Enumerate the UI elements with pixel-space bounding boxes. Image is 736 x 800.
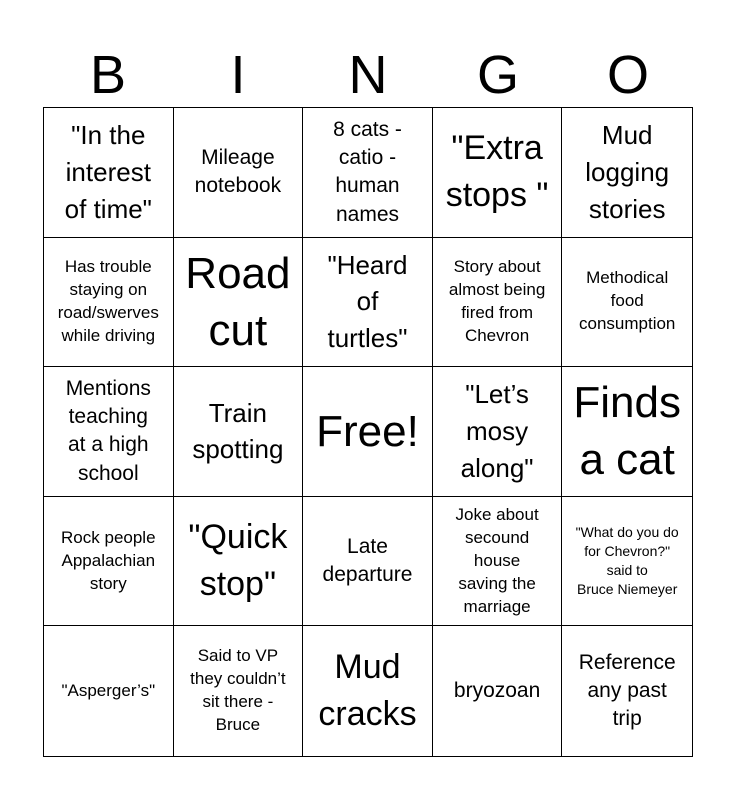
bingo-cell[interactable] [562, 626, 692, 756]
bingo-cell-text: Mud logging stories [585, 119, 670, 224]
bingo-cell-text: Mentions teaching at a high school [65, 376, 151, 485]
bingo-cell[interactable] [174, 626, 304, 756]
bingo-cell[interactable] [303, 626, 433, 756]
bingo-cell-text: "Extra stops " [445, 129, 549, 215]
bingo-cell-text: Story about almost being fired from Chevron [448, 257, 546, 345]
bingo-cell-text: Said to VP they couldn’t sit there - Bruce [190, 646, 286, 735]
bingo-cell[interactable] [174, 238, 304, 368]
bingo-cell-text: Mud cracks [318, 648, 417, 734]
bingo-cell[interactable] [562, 108, 692, 238]
bingo-cell-text: "Let’s mosy along" [460, 379, 534, 483]
bingo-cell-text: "Heard of turtles" [327, 249, 408, 354]
bingo-cell-text: Finds a cat [573, 378, 681, 485]
bingo-cell-text: Reference any past trip [578, 650, 676, 731]
bingo-header [43, 42, 693, 108]
header-letter-o: O [606, 45, 649, 105]
bingo-cell-text: Free! [316, 406, 419, 456]
bingo-cell-text: Has trouble staying on road/swerves while driving [57, 257, 159, 345]
header-letter-n: N [348, 45, 388, 105]
bingo-grid [43, 107, 693, 757]
bingo-cell[interactable] [174, 497, 304, 627]
bingo-cell[interactable] [44, 108, 174, 238]
bingo-cell[interactable] [174, 108, 304, 238]
bingo-cell[interactable] [433, 497, 563, 627]
bingo-cell[interactable] [433, 238, 563, 368]
bingo-cell-text: bryozoan [453, 679, 541, 703]
bingo-cell-text: "Quick stop" [188, 518, 288, 604]
bingo-cell[interactable] [303, 497, 433, 627]
bingo-cell-text: Late departure [322, 534, 413, 587]
bingo-cell-text: Train spotting [192, 397, 284, 465]
bingo-cell[interactable] [562, 238, 692, 368]
header-letter-b: B [89, 45, 127, 105]
header-letter-i: I [230, 45, 246, 105]
bingo-cell[interactable] [44, 238, 174, 368]
bingo-cell[interactable] [44, 367, 174, 497]
bingo-cell[interactable] [562, 367, 692, 497]
bingo-cell-text: 8 cats - catio - human names [333, 117, 402, 226]
bingo-cell-text: Methodical food consumption [579, 268, 676, 334]
bingo-cell-free[interactable] [303, 367, 433, 497]
bingo-cell-text: "In the interest of time" [64, 119, 152, 224]
bingo-cell-text: Road cut [185, 248, 291, 355]
bingo-cell[interactable] [303, 108, 433, 238]
bingo-cell[interactable] [44, 497, 174, 627]
header-letter-g: G [476, 45, 519, 105]
bingo-cell[interactable] [562, 497, 692, 627]
bingo-cell-text: "Asperger’s" [61, 680, 156, 700]
bingo-cell[interactable] [433, 108, 563, 238]
bingo-cell[interactable] [433, 626, 563, 756]
bingo-cell[interactable] [303, 238, 433, 368]
bingo-cell-text: "What do you do for Chevron?" said to Bruce Niemeyer [575, 524, 679, 597]
bingo-cell[interactable] [44, 626, 174, 756]
bingo-cell-text: Mileage notebook [194, 145, 282, 198]
bingo-cell-text: Rock people Appalachian story [61, 527, 156, 593]
bingo-cell[interactable] [174, 367, 304, 497]
bingo-cell-text: Joke about secound house saving the marriage [455, 504, 539, 616]
bingo-cell[interactable] [433, 367, 563, 497]
